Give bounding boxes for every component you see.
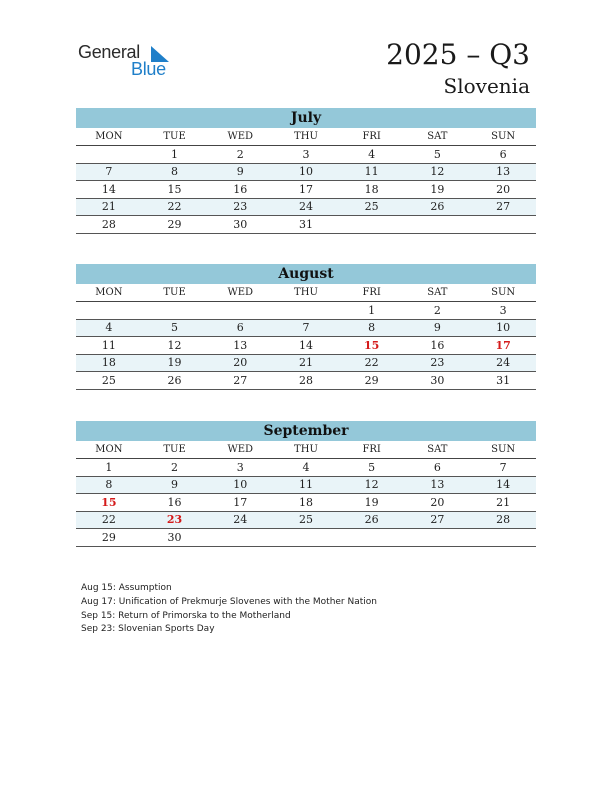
day-cell: 11 (339, 163, 405, 181)
day-cell: 9 (405, 319, 471, 337)
day-cell (76, 146, 142, 164)
day-cell (470, 216, 536, 234)
day-cell: 24 (207, 511, 273, 529)
week-row (76, 302, 536, 320)
day-cell: 12 (405, 163, 471, 181)
day-cell: 27 (405, 511, 471, 529)
day-cell (273, 302, 339, 320)
week-row (76, 511, 536, 529)
day-cell (339, 216, 405, 234)
day-cell: 15 (339, 337, 405, 355)
day-cell: 23 (405, 354, 471, 372)
day-cell: 14 (76, 181, 142, 199)
day-cell: 6 (405, 459, 471, 477)
day-cell: 14 (470, 476, 536, 494)
day-cell: 12 (339, 476, 405, 494)
week-row (76, 354, 536, 372)
day-cell: 8 (76, 476, 142, 494)
day-cell: 25 (273, 511, 339, 529)
day-cell: 24 (470, 354, 536, 372)
day-cell: 6 (470, 146, 536, 164)
day-cell: 10 (207, 476, 273, 494)
day-cell: 5 (339, 459, 405, 477)
day-cell: 27 (470, 198, 536, 216)
day-cell: 9 (142, 476, 208, 494)
day-cell: 29 (76, 529, 142, 547)
month-title: July (76, 108, 536, 128)
country-name: Slovenia (443, 74, 530, 98)
day-cell: 11 (76, 337, 142, 355)
day-cell: 10 (273, 163, 339, 181)
logo-text-general: General (78, 42, 140, 62)
day-cell: 6 (207, 319, 273, 337)
day-cell: 2 (142, 459, 208, 477)
week-row (76, 216, 536, 234)
page-title: 2025 – Q3 (386, 38, 530, 71)
day-cell: 30 (405, 372, 471, 390)
weekday-label: TUE (142, 128, 208, 146)
day-cell: 27 (207, 372, 273, 390)
weekday-label: TUE (142, 441, 208, 459)
day-cell: 22 (142, 198, 208, 216)
day-cell: 5 (142, 319, 208, 337)
day-cell: 8 (339, 319, 405, 337)
day-cell (207, 302, 273, 320)
day-cell: 18 (76, 354, 142, 372)
weekday-label: FRI (339, 441, 405, 459)
weekday-label: WED (207, 441, 273, 459)
day-cell: 18 (339, 181, 405, 199)
month-title: September (76, 421, 536, 441)
day-cell (142, 302, 208, 320)
day-cell: 19 (142, 354, 208, 372)
day-cell: 22 (339, 354, 405, 372)
weekday-label: SUN (470, 128, 536, 146)
day-cell: 16 (405, 337, 471, 355)
week-row (76, 529, 536, 547)
day-cell: 19 (339, 494, 405, 512)
day-cell: 22 (76, 511, 142, 529)
week-row (76, 319, 536, 337)
day-cell: 30 (142, 529, 208, 547)
day-cell: 17 (470, 337, 536, 355)
month-grid (76, 441, 536, 547)
day-cell: 17 (273, 181, 339, 199)
week-row (76, 494, 536, 512)
weekday-label: WED (207, 284, 273, 302)
day-cell: 3 (470, 302, 536, 320)
day-cell: 5 (405, 146, 471, 164)
weekday-label: SAT (405, 128, 471, 146)
day-cell: 4 (339, 146, 405, 164)
weekday-label: FRI (339, 128, 405, 146)
month-2 (76, 421, 536, 547)
holiday-notes (81, 582, 377, 637)
day-cell: 3 (207, 459, 273, 477)
month-grid (76, 284, 536, 390)
day-cell: 2 (405, 302, 471, 320)
day-cell: 16 (207, 181, 273, 199)
day-cell: 30 (207, 216, 273, 234)
day-cell: 4 (76, 319, 142, 337)
holiday-note: Aug 17: Unification of Prekmurje Slovenes with the Mother Nation (81, 596, 377, 607)
day-cell: 28 (76, 216, 142, 234)
weekday-label: MON (76, 128, 142, 146)
month-title: August (76, 264, 536, 284)
day-cell: 29 (339, 372, 405, 390)
day-cell: 7 (76, 163, 142, 181)
weekday-label: FRI (339, 284, 405, 302)
weekday-label: THU (273, 441, 339, 459)
day-cell: 13 (207, 337, 273, 355)
day-cell: 28 (470, 511, 536, 529)
generalblue-logo (78, 42, 178, 82)
logo-text-blue: Blue (131, 59, 166, 79)
week-row (76, 198, 536, 216)
week-row (76, 337, 536, 355)
day-cell: 28 (273, 372, 339, 390)
day-cell: 29 (142, 216, 208, 234)
week-row (76, 476, 536, 494)
day-cell: 15 (142, 181, 208, 199)
day-cell: 21 (76, 198, 142, 216)
holiday-note: Aug 15: Assumption (81, 583, 172, 593)
month-1 (76, 264, 536, 390)
day-cell: 26 (142, 372, 208, 390)
day-cell: 3 (273, 146, 339, 164)
day-cell (470, 529, 536, 547)
day-cell: 8 (142, 163, 208, 181)
day-cell: 16 (142, 494, 208, 512)
day-cell: 15 (76, 494, 142, 512)
day-cell: 23 (142, 511, 208, 529)
weekday-label: SUN (470, 441, 536, 459)
day-cell: 31 (273, 216, 339, 234)
day-cell (207, 529, 273, 547)
day-cell: 1 (142, 146, 208, 164)
weekday-label: THU (273, 128, 339, 146)
day-cell: 20 (207, 354, 273, 372)
day-cell: 26 (339, 511, 405, 529)
day-cell: 18 (273, 494, 339, 512)
weekday-label: WED (207, 128, 273, 146)
day-cell: 31 (470, 372, 536, 390)
day-cell: 25 (339, 198, 405, 216)
day-cell: 17 (207, 494, 273, 512)
weekday-label: SAT (405, 284, 471, 302)
day-cell: 13 (470, 163, 536, 181)
day-cell: 20 (470, 181, 536, 199)
day-cell: 7 (470, 459, 536, 477)
day-cell: 7 (273, 319, 339, 337)
day-cell: 21 (273, 354, 339, 372)
holiday-note: Sep 15: Return of Primorska to the Motherland (81, 610, 291, 621)
day-cell: 1 (339, 302, 405, 320)
day-cell: 23 (207, 198, 273, 216)
holiday-note: Sep 23: Slovenian Sports Day (81, 624, 215, 635)
week-row (76, 372, 536, 390)
day-cell: 2 (207, 146, 273, 164)
day-cell: 10 (470, 319, 536, 337)
day-cell: 20 (405, 494, 471, 512)
day-cell: 11 (273, 476, 339, 494)
day-cell: 13 (405, 476, 471, 494)
day-cell: 4 (273, 459, 339, 477)
day-cell: 12 (142, 337, 208, 355)
day-cell (76, 302, 142, 320)
day-cell: 1 (76, 459, 142, 477)
week-row (76, 459, 536, 477)
week-row (76, 163, 536, 181)
day-cell: 21 (470, 494, 536, 512)
day-cell (273, 529, 339, 547)
week-row (76, 181, 536, 199)
day-cell: 25 (76, 372, 142, 390)
day-cell: 24 (273, 198, 339, 216)
day-cell (405, 216, 471, 234)
weekday-label: MON (76, 284, 142, 302)
month-grid (76, 128, 536, 234)
weekday-label: SUN (470, 284, 536, 302)
weekday-label: SAT (405, 441, 471, 459)
week-row (76, 146, 536, 164)
day-cell: 9 (207, 163, 273, 181)
weekday-label: THU (273, 284, 339, 302)
month-0 (76, 108, 536, 234)
day-cell: 19 (405, 181, 471, 199)
day-cell: 26 (405, 198, 471, 216)
day-cell (339, 529, 405, 547)
day-cell: 14 (273, 337, 339, 355)
weekday-label: TUE (142, 284, 208, 302)
day-cell (405, 529, 471, 547)
weekday-label: MON (76, 441, 142, 459)
